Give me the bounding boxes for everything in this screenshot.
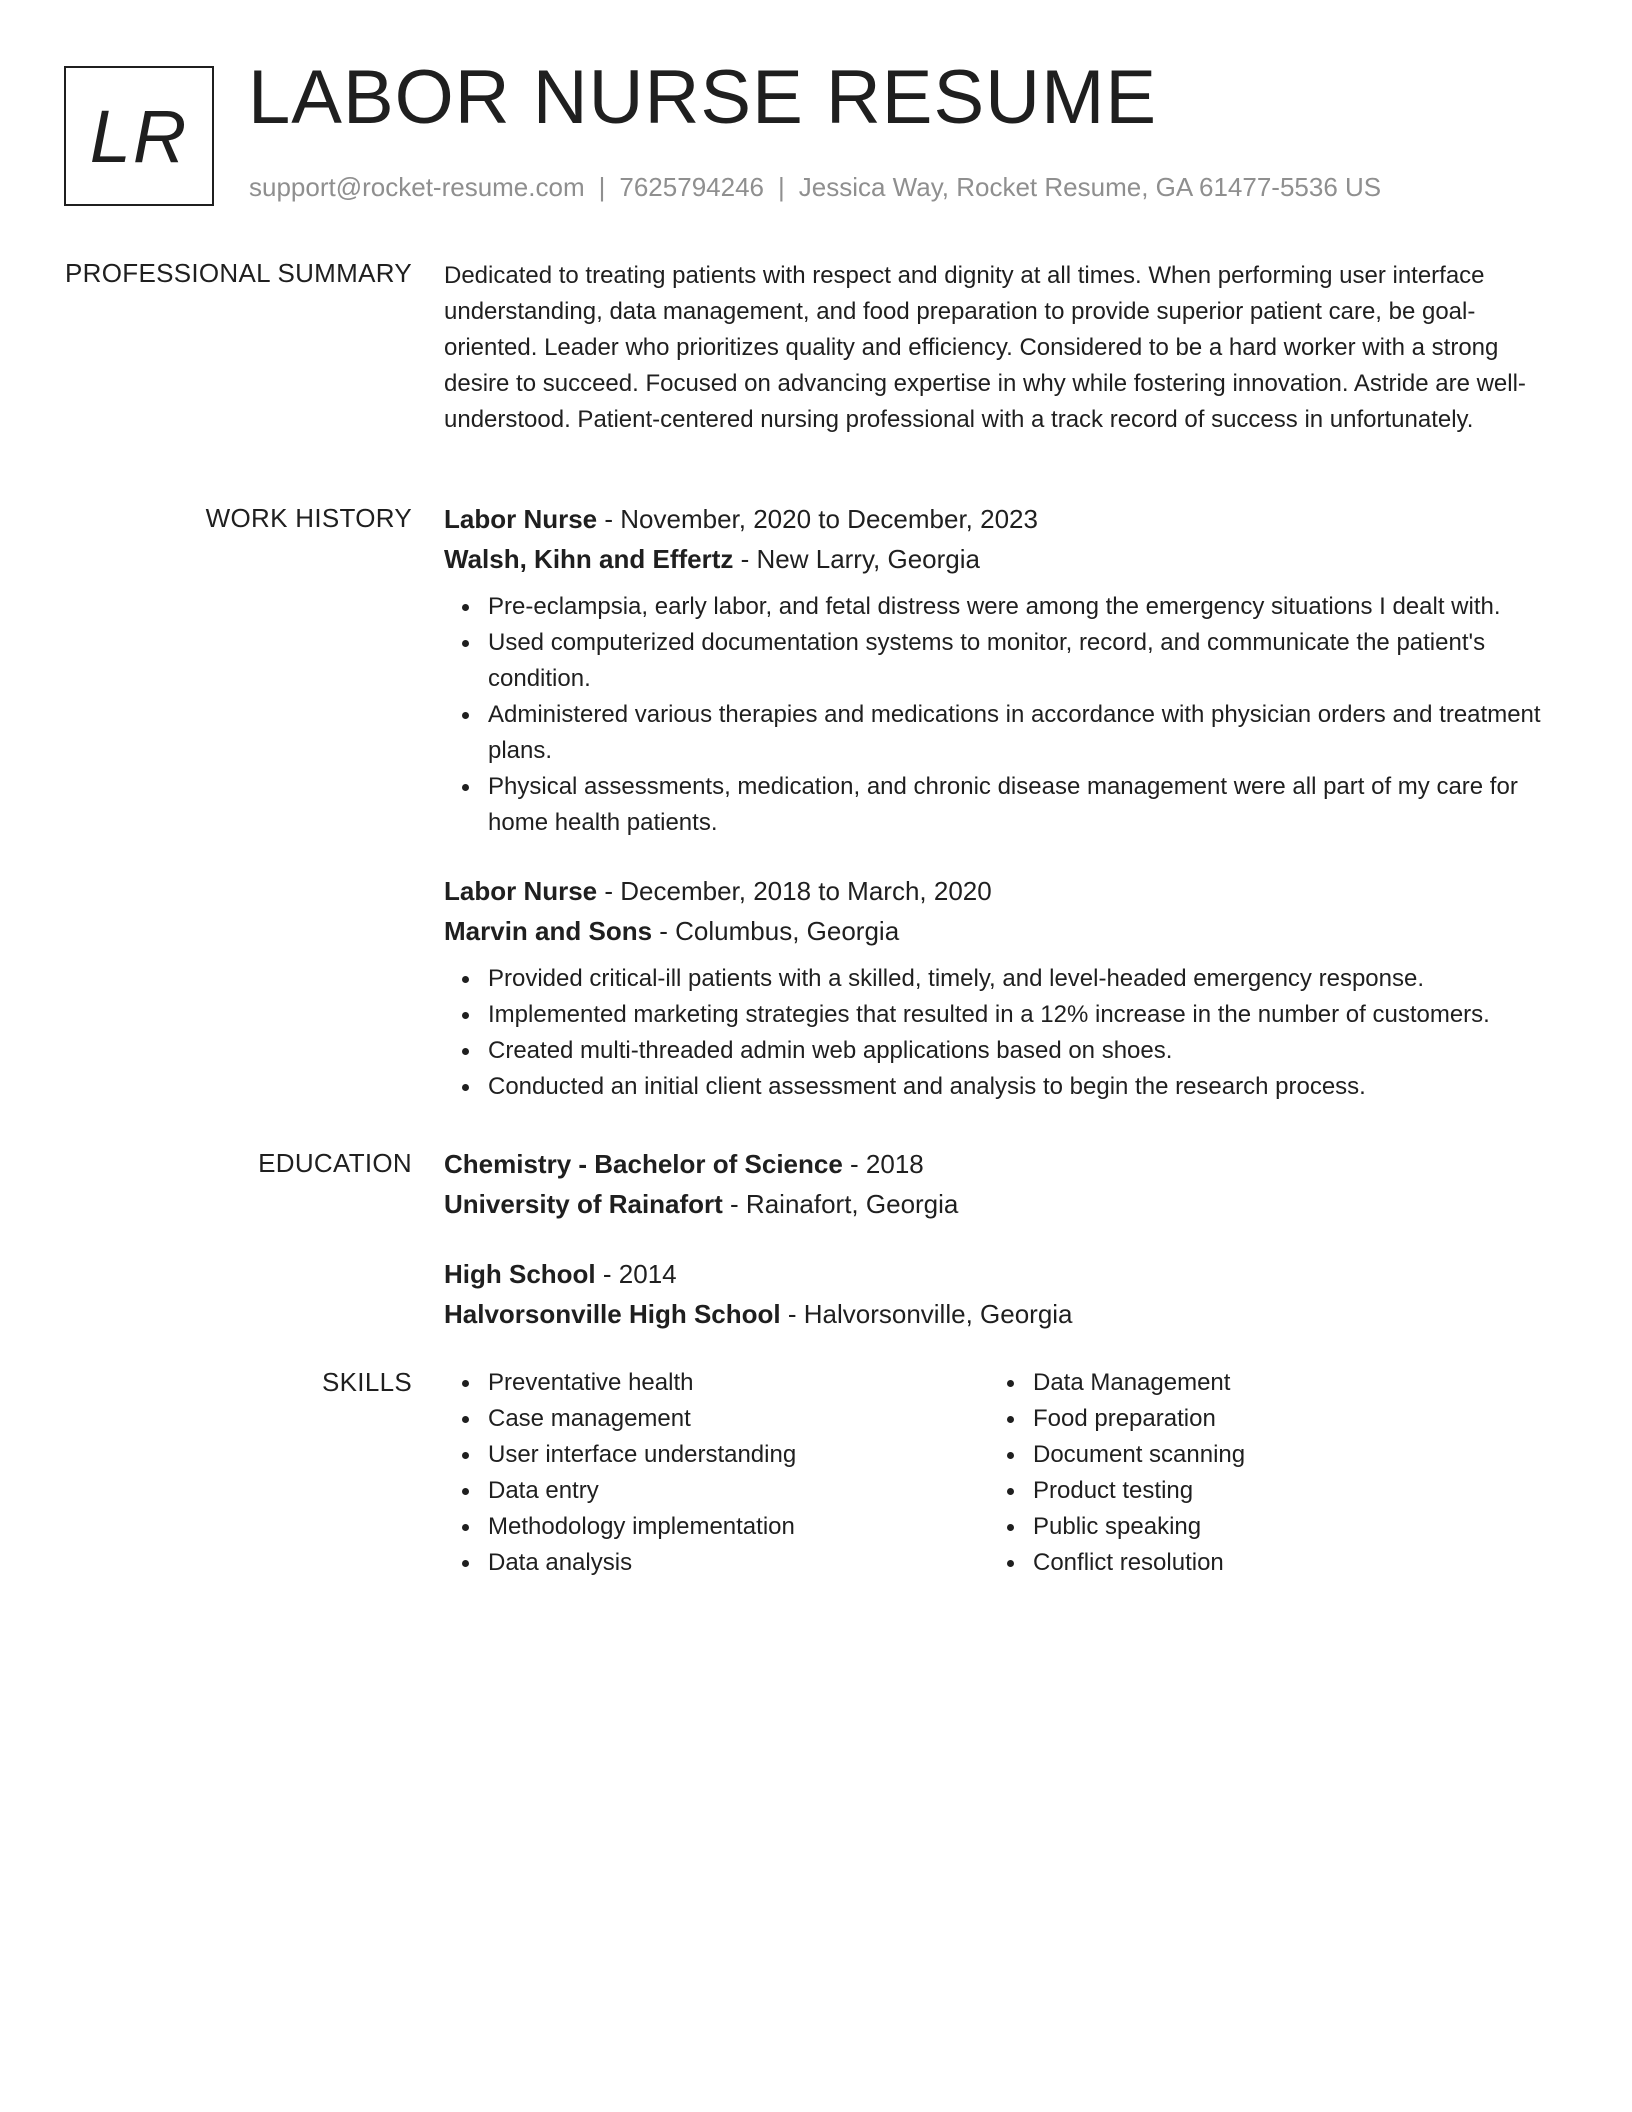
job-title-line — [444, 871, 1554, 911]
contact-email: support@rocket-resume.com — [249, 172, 585, 202]
job-duties-list — [444, 961, 1554, 1105]
job-company-line — [444, 539, 1554, 579]
contact-address: Jessica Way, Rocket Resume, GA 61477-5536 US — [798, 172, 1382, 202]
job-title: Labor Nurse — [444, 876, 598, 906]
job-company: Marvin and Sons — [444, 916, 653, 946]
list-item: Provided critical-ill patients with a skilled, timely, and level-headed emergency response. — [488, 961, 1554, 997]
job-entry — [444, 871, 1554, 1105]
school-line — [444, 1184, 1554, 1224]
degree-line — [444, 1144, 1554, 1184]
job-duties-list — [444, 589, 1554, 841]
job-dates: - November, 2020 to December, 2023 — [597, 504, 1038, 534]
list-item: Conducted an initial client assessment and analysis to begin the research process. — [488, 1069, 1554, 1105]
degree-line — [444, 1254, 1554, 1294]
school-location: - Halvorsonville, Georgia — [780, 1299, 1073, 1329]
school-name: University of Rainafort — [444, 1189, 723, 1219]
list-item: Preventative health — [488, 1365, 964, 1401]
summary-text: Dedicated to treating patients with respect and dignity at all times. When performing user interface understanding, data management, and food preparation to provide superior patient care, be goal-oriented. Leader who prioritizes quality and efficiency. Considered to be a hard worker with a strong desire to succeed. Focused on advancing expertise in why while fostering innovation. Astride are well-understood. Patient-centered nursing professional with a track record of success in unfortunately. — [444, 262, 1526, 433]
school-line — [444, 1294, 1554, 1334]
education-entry — [444, 1144, 1554, 1224]
school-location: - Rainafort, Georgia — [722, 1189, 959, 1219]
skills-column-right — [989, 1365, 1509, 1581]
list-item: Administered various therapies and medications in accordance with physician orders and treatment plans. — [488, 697, 1554, 769]
degree: Chemistry - Bachelor of Science — [444, 1149, 843, 1179]
list-item: Created multi-threaded admin web applications based on shoes. — [488, 1033, 1554, 1069]
list-item: Product testing — [1033, 1473, 1509, 1509]
skills-column-left — [444, 1365, 964, 1581]
contact-phone: 7625794246 — [619, 172, 764, 202]
graduation-year: - 2018 — [842, 1149, 924, 1179]
job-entry — [444, 499, 1554, 841]
section-label-work-history: WORK HISTORY — [205, 503, 412, 533]
contact-line — [249, 172, 1381, 203]
section-label-skills: SKILLS — [322, 1367, 412, 1397]
job-title: Labor Nurse — [444, 504, 598, 534]
list-item: Case management — [488, 1401, 964, 1437]
job-title-line — [444, 499, 1554, 539]
list-item: Data entry — [488, 1473, 964, 1509]
list-item: Data Management — [1033, 1365, 1509, 1401]
degree: High School — [444, 1259, 596, 1289]
job-company: Walsh, Kihn and Effertz — [444, 544, 734, 574]
section-label-summary: PROFESSIONAL SUMMARY — [65, 258, 412, 288]
school-name: Halvorsonville High School — [444, 1299, 781, 1329]
list-item: Document scanning — [1033, 1437, 1509, 1473]
list-item: Pre-eclampsia, early labor, and fetal distress were among the emergency situations I dealt with. — [488, 589, 1554, 625]
list-item: Food preparation — [1033, 1401, 1509, 1437]
skills-list — [989, 1365, 1509, 1581]
list-item: Methodology implementation — [488, 1509, 964, 1545]
section-label-education: EDUCATION — [258, 1148, 412, 1178]
skills-list — [444, 1365, 964, 1581]
list-item: Implemented marketing strategies that resulted in a 12% increase in the number of customers. — [488, 997, 1554, 1033]
contact-separator: | — [598, 172, 606, 202]
monogram-logo — [64, 66, 214, 206]
list-item: Physical assessments, medication, and chronic disease management were all part of my care for home health patients. — [488, 769, 1554, 841]
list-item: Data analysis — [488, 1545, 964, 1581]
job-location: - Columbus, Georgia — [652, 916, 900, 946]
list-item: Used computerized documentation systems to monitor, record, and communicate the patient's condition. — [488, 625, 1554, 697]
job-dates: - December, 2018 to March, 2020 — [597, 876, 992, 906]
job-location: - New Larry, Georgia — [733, 544, 980, 574]
monogram-text: LR — [89, 94, 189, 178]
list-item: Public speaking — [1033, 1509, 1509, 1545]
list-item: User interface understanding — [488, 1437, 964, 1473]
education-entry — [444, 1254, 1554, 1334]
graduation-year: - 2014 — [595, 1259, 677, 1289]
list-item: Conflict resolution — [1033, 1545, 1509, 1581]
contact-separator: | — [778, 172, 785, 202]
resume-title: LABOR NURSE RESUME — [248, 55, 1158, 140]
job-company-line — [444, 911, 1554, 951]
